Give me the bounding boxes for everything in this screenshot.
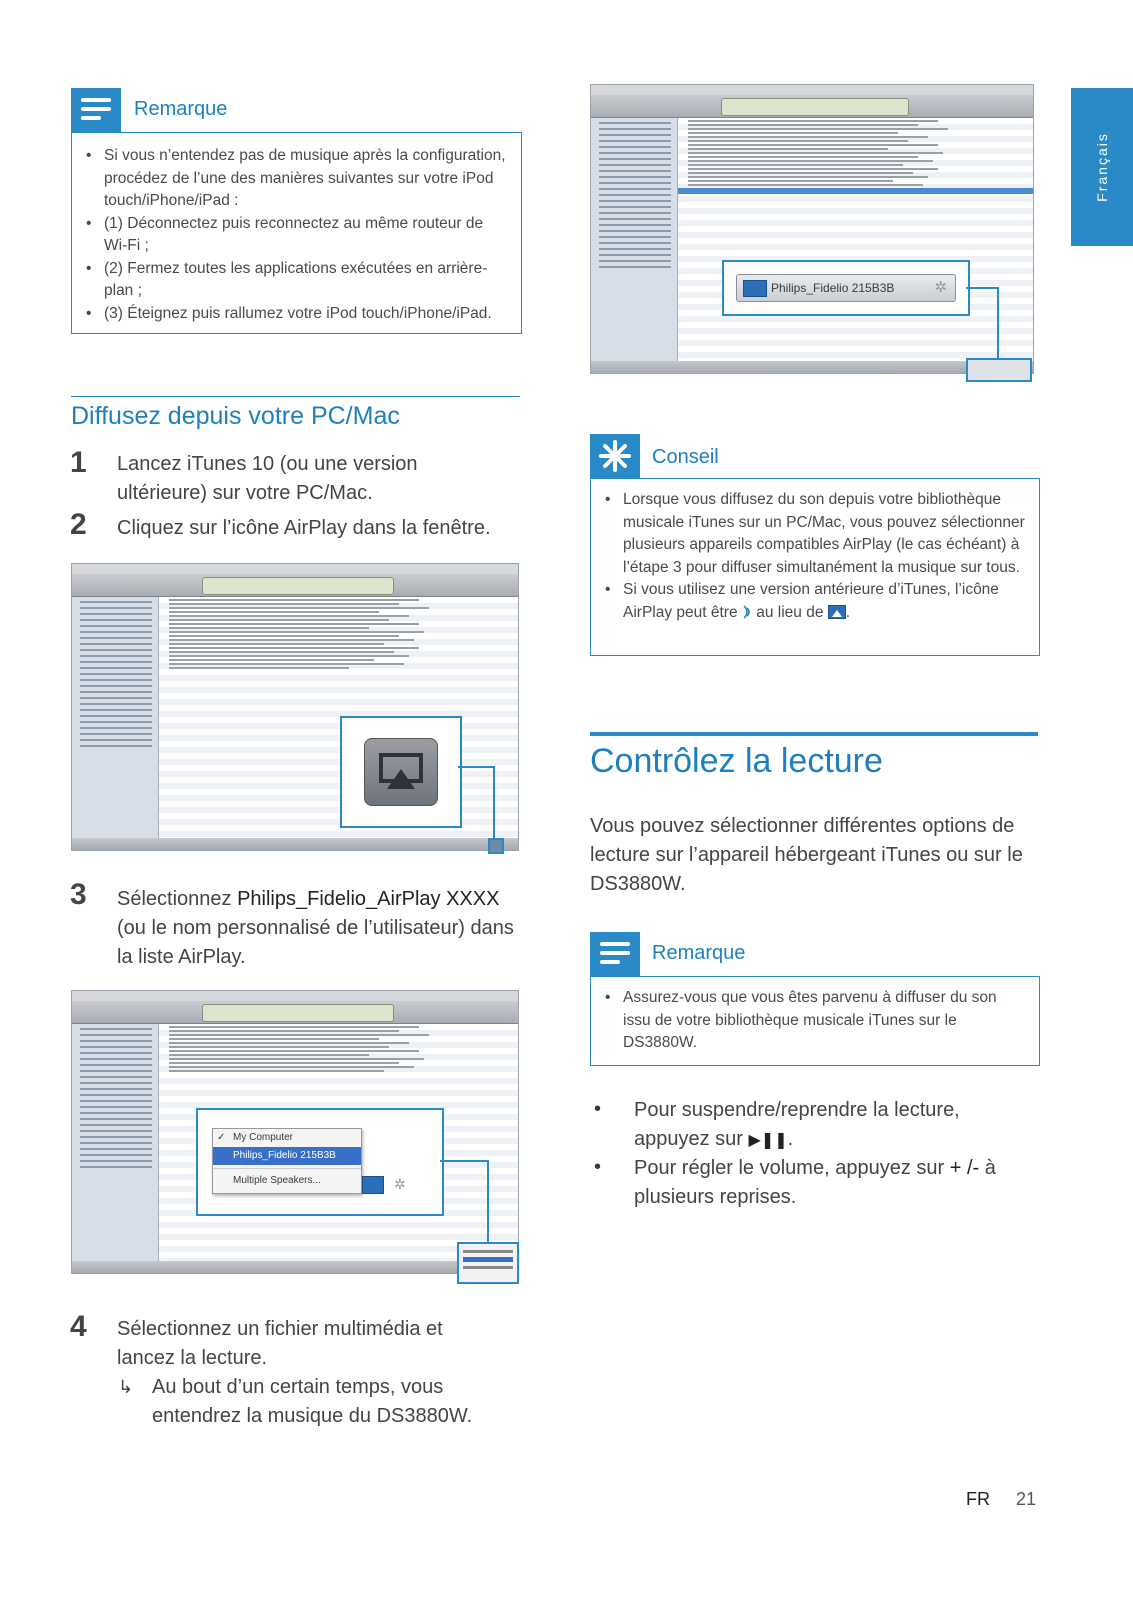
note-box xyxy=(71,132,522,334)
airplay-menu xyxy=(212,1128,362,1194)
airplay-menu-callout xyxy=(196,1108,444,1216)
step-text: Sélectionnez un fichier multimédia et lancez la lecture. xyxy=(117,1318,443,1369)
step-text: Cliquez sur l’icône AirPlay dans la fenêtre. xyxy=(117,517,491,539)
section-rule xyxy=(590,732,1038,736)
volume-key: + /- xyxy=(949,1157,980,1179)
airplay-menu-item-philips[interactable]: Philips_Fidelio 215B3B xyxy=(213,1147,361,1165)
section-title: Diffusez depuis votre PC/Mac xyxy=(71,402,400,430)
step-number: 2 xyxy=(70,508,87,541)
airplay-old-icon xyxy=(742,605,752,619)
note-item: • (3) Éteignez puis rallumez votre iPod touch/iPhone/iPad. xyxy=(80,303,510,326)
tip-box xyxy=(590,478,1040,656)
airplay-icon-callout xyxy=(340,716,462,828)
note-box xyxy=(590,976,1040,1066)
section-intro: Vous pouvez sélectionner différentes options de lecture sur l’appareil hébergeant iTunes ou sur le DS3880W. xyxy=(590,815,1023,895)
play-pause-key: ▶❚❚ xyxy=(748,1132,788,1149)
section-rule xyxy=(71,396,520,397)
selected-device-marker xyxy=(966,358,1032,382)
itunes-screenshot-device-selected xyxy=(590,84,1034,374)
step-number: 4 xyxy=(70,1310,87,1343)
step-text: Sélectionnez Philips_Fidelio_AirPlay XXXX (ou le nom personnalisé de l’utilisateur) dans la liste AirPlay. xyxy=(117,888,514,968)
airplay-menu-item-multiple[interactable]: Multiple Speakers... xyxy=(233,1175,321,1186)
note-title: Remarque xyxy=(652,942,746,964)
control-bullet: • xyxy=(594,1156,602,1178)
language-side-tab-label: Français xyxy=(1094,132,1110,202)
page-number: 21 xyxy=(1016,1489,1037,1509)
note-item: • Assurez-vous que vous êtes parvenu à diffuser du son issu de votre bibliothèque musicale iTunes sur le DS3880W. xyxy=(599,987,999,1055)
language-side-tab xyxy=(1071,88,1133,246)
note-item: • (2) Fermez toutes les applications exécutées en arrière-plan ; xyxy=(80,258,510,303)
note-list xyxy=(599,987,999,1055)
tip-title: Conseil xyxy=(652,446,719,468)
visualizer-icon: ✲ xyxy=(934,279,947,296)
step-result: Au bout d’un certain temps, vous entendrez la musique du DS3880W. xyxy=(152,1376,473,1427)
step-number: 3 xyxy=(70,878,87,911)
airplay-new-icon xyxy=(828,605,846,619)
note-list xyxy=(80,145,510,325)
step-text: Lancez iTunes 10 (ou une version ultérieure) sur votre PC/Mac. xyxy=(117,453,418,504)
note-icon xyxy=(590,932,640,976)
step-result-arrow: ↳ xyxy=(118,1377,134,1397)
control-item-volume: Pour régler le volume, appuyez sur + /- à plusieurs reprises. xyxy=(634,1157,996,1208)
selected-device-callout xyxy=(722,260,970,316)
note-item: • Si vous n’entendez pas de musique après la configuration, procédez de l’une des manières suivantes sur votre iPod touch/iPhone/iPad : xyxy=(80,145,510,213)
control-bullet: • xyxy=(594,1098,602,1120)
tip-list xyxy=(599,489,1029,624)
note-item: • (1) Déconnectez puis reconnectez au même routeur de Wi-Fi ; xyxy=(80,213,510,258)
airplay-icon[interactable] xyxy=(362,1176,384,1194)
airplay-list-marker xyxy=(457,1242,519,1284)
note-icon xyxy=(71,88,121,132)
tip-item: • Lorsque vous diffusez du son depuis votre bibliothèque musicale iTunes sur un PC/Mac, vous pouvez sélectionner plusieurs appareils compatibles AirPlay (le cas échéant) à l’étape 3 pour diffuser simultanément la musique sur tous. xyxy=(599,489,1029,579)
tip-item: • Si vous utilisez une version antérieure d’iTunes, l’icône AirPlay peut être au lieu de . xyxy=(599,579,1029,624)
section-title: Contrôlez la lecture xyxy=(590,742,883,780)
selected-device-button[interactable]: Philips_Fidelio 215B3B ✲ xyxy=(736,274,956,302)
control-item-play-pause: Pour suspendre/reprendre la lecture, appuyez sur ▶❚❚. xyxy=(634,1099,960,1150)
visualizer-icon: ✲ xyxy=(394,1176,406,1192)
note-title: Remarque xyxy=(134,98,228,120)
airplay-icon xyxy=(364,738,438,806)
airplay-button-marker xyxy=(488,838,504,854)
airplay-icon xyxy=(743,280,767,297)
step-number: 1 xyxy=(70,446,87,479)
footer-language: FR xyxy=(966,1489,990,1509)
airplay-menu-item-computer[interactable]: ✓ My Computer xyxy=(217,1132,294,1143)
tip-icon xyxy=(590,434,640,478)
